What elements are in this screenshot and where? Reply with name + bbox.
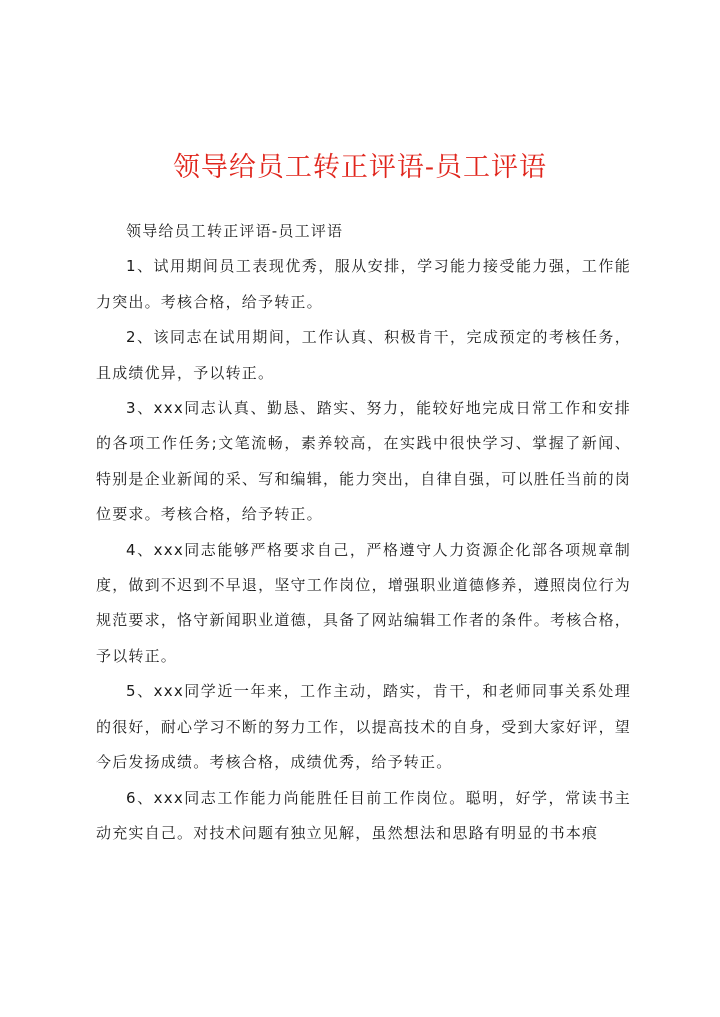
paragraph-6: 6、xxx同志工作能力尚能胜任目前工作岗位。聪明，好学，常读书主动充实自己。对技术问题有独立见解，虽然想法和思路有明显的书本痕 (96, 788, 631, 842)
paragraph-2: 2、该同志在试用期间，工作认真、积极肯干，完成预定的考核任务，且成绩优异，予以转正。 (96, 328, 631, 382)
paragraph-3: 3、xxx同志认真、勤恳、踏实、努力，能较好地完成日常工作和安排的各项工作任务;文笔流畅，素养较高，在实践中很快学习、掌握了新闻、特别是企业新闻的采、写和编辑，能力突出，自律自强，可以胜任当前的岗位要求。考核合格，给予转正。 (96, 399, 631, 524)
paragraph-1: 1、试用期间员工表现优秀，服从安排，学习能力接受能力强，工作能力突出。考核合格，给予转正。 (96, 257, 631, 311)
document-subtitle: 领导给员工转正评语-员工评语 (126, 222, 344, 240)
document-body (96, 214, 631, 851)
paragraph-5: 5、xxx同学近一年来，工作主动，踏实，肯干，和老师同事关系处理的很好，耐心学习不断的努力工作，以提高技术的自身，受到大家好评，望今后发扬成绩。考核合格，成绩优秀，给予转正。 (96, 682, 631, 772)
document-title: 领导给员工转正评语-员工评语 (172, 152, 548, 183)
paragraph-4: 4、xxx同志能够严格要求自己，严格遵守人力资源企化部各项规章制度，做到不迟到不早退，坚守工作岗位，增强职业道德修养，遵照岗位行为规范要求，恪守新闻职业道德，具备了网站编辑工作者的条件。考核合格，予以转正。 (96, 540, 631, 665)
